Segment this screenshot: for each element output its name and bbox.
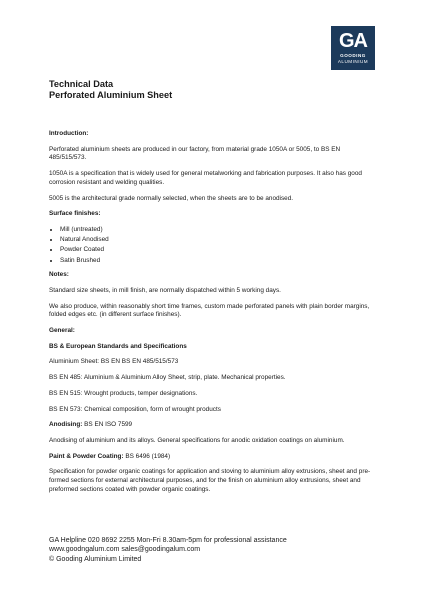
- footer-contact: www.goodngalum.com sales@goodingalum.com: [49, 546, 201, 554]
- notes-paragraph-1: Standard size sheets, in mill finish, are normally dispatched within 5 working days.: [49, 286, 281, 294]
- title-line-2: Perforated Aluminium Sheet: [49, 90, 173, 100]
- notes-paragraph-2: We also produce, within reasonably short time frames, custom made perforated panels with plain border margins, folded edges etc. (in different surface finishes).: [49, 302, 370, 319]
- intro-paragraph-3: 5005 is the architectural grade normally selected, when the sheets are to be anodised.: [49, 194, 294, 202]
- intro-paragraph-1: Perforated aluminium sheets are produced in our factory, from material grade 1050A or 5005, to BS EN 485/515/573.: [49, 145, 341, 162]
- logo-text-aluminium: ALUMINIUM: [337, 59, 369, 64]
- intro-heading: Introduction:: [49, 130, 89, 137]
- anodising-code: BS EN ISO 7599: [82, 421, 133, 429]
- powder-label: Paint & Powder Coating:: [49, 452, 124, 460]
- finish-item: • Satin Brushed: [60, 257, 379, 266]
- intro-paragraph-2: 1050A is a specification that is widely used for general metalworking and fabrication purposes. It also has good corrosion resistant and welding qualities.: [49, 170, 362, 186]
- footer-helpline: GA Helpline 020 8692 2255 Mon-Fri 8.30am-5pm for professional assistance: [49, 537, 287, 544]
- title-line-1: Technical Data: [49, 79, 114, 89]
- powder-paragraph: Specification for powder organic coatings for application and stoving to aluminium alloy extrusions, sheet and pre-formed sections for external architectural purposes, and for the finish on aluminium alloy extrusions, sheet and preformed sections coated with powder organic coatings.: [49, 468, 371, 493]
- finish-item: • Powder Coated: [60, 246, 379, 255]
- finishes-heading: Surface finishes:: [49, 210, 101, 218]
- standard-line-3: BS EN 515: Wrought products, temper designations.: [49, 389, 198, 397]
- logo-text-gooding: GOODING: [340, 53, 366, 58]
- general-heading: General:: [49, 327, 75, 335]
- standard-line-1: Aluminium Sheet: BS EN BS EN 485/515/573: [49, 358, 179, 366]
- finish-item: • Mill (untreated): [60, 226, 379, 235]
- footer: [49, 536, 287, 564]
- anodising-heading: [49, 421, 379, 430]
- anodising-paragraph: Anodising of aluminium and its alloys. General specifications for anodic oxidation coatings on aluminium.: [49, 436, 345, 444]
- logo-mark: GA: [339, 30, 367, 52]
- finish-item: • Natural Anodised: [60, 236, 379, 245]
- document-title: [49, 79, 172, 101]
- finishes-list: [49, 226, 379, 265]
- anodising-label: Anodising:: [49, 421, 83, 429]
- powder-heading: [49, 453, 379, 462]
- footer-copyright: © Gooding Aluminium Limited: [49, 555, 142, 563]
- notes-heading: Notes:: [49, 271, 69, 279]
- company-logo: [331, 26, 375, 70]
- document-body: [49, 130, 379, 501]
- standards-subheading: BS & European Standards and Specifications: [49, 342, 187, 350]
- powder-code: BS 6496 (1984): [123, 452, 171, 460]
- standard-line-4: BS EN 573: Chemical composition, form of wrought products: [49, 405, 221, 413]
- standard-line-2: BS EN 485: Aluminium & Aluminium Alloy Sheet, strip, plate. Mechanical properties.: [49, 374, 286, 382]
